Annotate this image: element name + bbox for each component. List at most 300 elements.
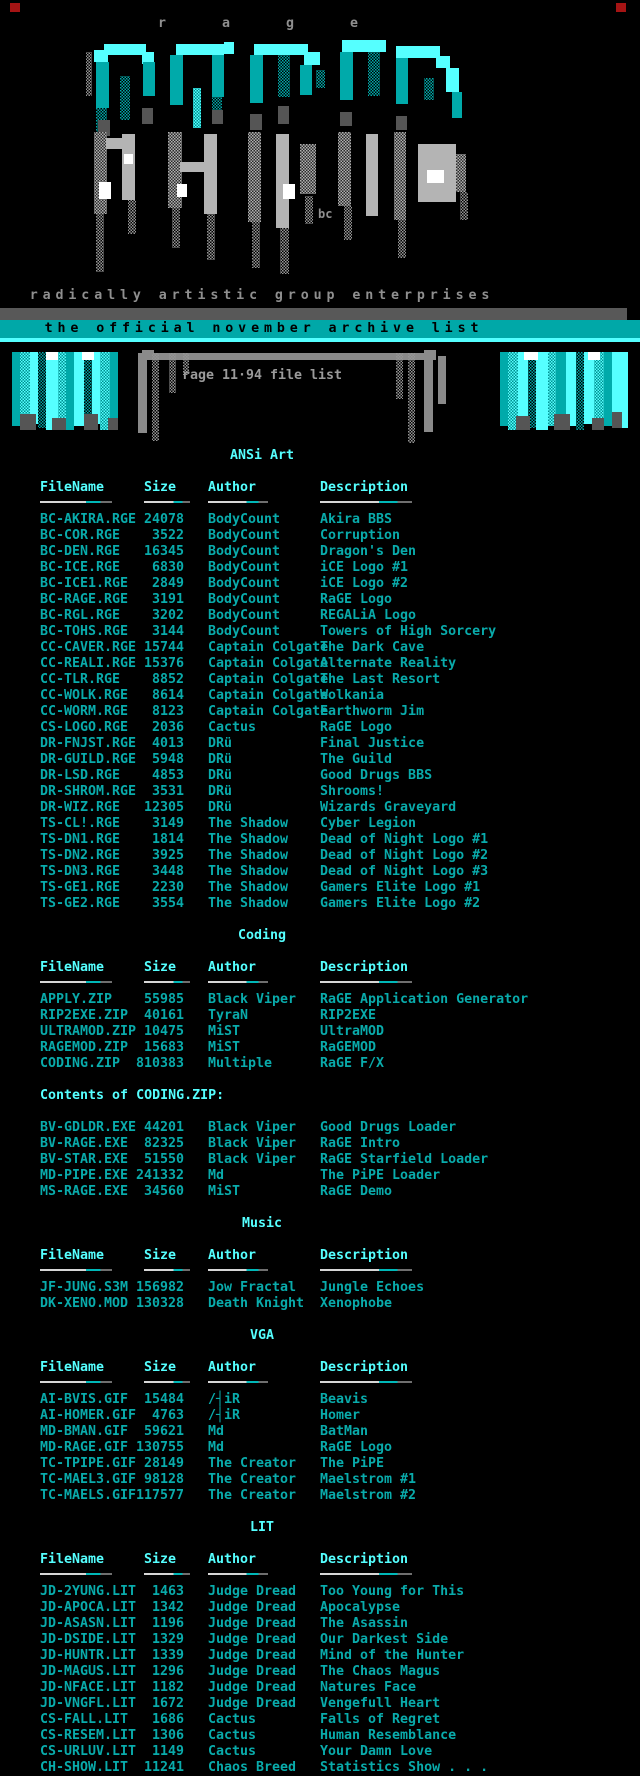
file-size-cell: 130328	[135, 1296, 184, 1311]
column-header-description: Description	[320, 1360, 409, 1375]
file-row	[0, 704, 640, 720]
file-name-cell: ULTRAMOD.ZIP	[40, 1024, 137, 1039]
divider-bar	[0, 308, 627, 320]
header-underline	[208, 501, 268, 503]
file-name-cell: TS-GE1.RGE	[40, 880, 121, 895]
file-description-cell: Final Justice	[320, 736, 425, 751]
file-author-cell: Captain Colgate	[208, 688, 329, 703]
file-description-cell: Towers of High Sorcery	[320, 624, 497, 639]
file-size-cell: 4853	[151, 768, 184, 783]
file-name-cell: BC-RGL.RGE	[40, 608, 121, 623]
file-row	[0, 1040, 640, 1056]
file-size-cell: 130755	[135, 1440, 184, 1455]
file-description-cell: Earthworm Jim	[320, 704, 425, 719]
file-description-cell: RaGE Logo	[320, 720, 393, 735]
file-author-cell: BodyCount	[208, 528, 281, 543]
file-size-cell: 15744	[143, 640, 184, 655]
file-size-cell: 3925	[151, 848, 184, 863]
file-description-cell: The Chaos Magus	[320, 1664, 441, 1679]
file-size-cell: 1296	[151, 1664, 184, 1679]
file-size-cell: 1672	[151, 1696, 184, 1711]
file-description-cell: Apocalypse	[320, 1600, 401, 1615]
file-name-cell: TS-DN3.RGE	[40, 864, 121, 879]
file-size-cell: 8123	[151, 704, 184, 719]
file-author-cell: Black Viper	[208, 1120, 297, 1135]
file-description-cell: Corruption	[320, 528, 401, 543]
header-underline	[208, 981, 268, 983]
file-description-cell: Maelstrom #1	[320, 1472, 417, 1487]
file-name-cell: CS-LOGO.RGE	[40, 720, 129, 735]
file-description-cell: The Asassin	[320, 1616, 409, 1631]
file-description-cell: iCE Logo #2	[320, 576, 409, 591]
column-header-size: Size	[144, 1552, 177, 1567]
file-author-cell: Cactus	[208, 1744, 257, 1759]
file-name-cell: TC-MAELS.GIF	[40, 1488, 137, 1503]
section-title: LIT	[249, 1520, 275, 1535]
file-row	[0, 880, 640, 896]
plaque-frame	[0, 350, 640, 450]
file-name-cell: AI-HOMER.GIF	[40, 1408, 137, 1423]
file-name-cell: RIP2EXE.ZIP	[40, 1008, 129, 1023]
file-description-cell: Shrooms!	[320, 784, 385, 799]
file-description-cell: Good Drugs Loader	[320, 1120, 457, 1135]
column-header-description: Description	[320, 480, 409, 495]
file-row	[0, 560, 640, 576]
tagline: radically artistic group enterprises	[29, 288, 495, 303]
file-name-cell: BV-STAR.EXE	[40, 1152, 129, 1167]
file-description-cell: Beavis	[320, 1392, 369, 1407]
file-size-cell: 98128	[143, 1472, 184, 1487]
file-name-cell: TC-TPIPE.GIF	[40, 1456, 137, 1471]
column-header-description: Description	[320, 960, 409, 975]
header-underline	[208, 1381, 268, 1383]
file-row	[0, 1760, 640, 1776]
file-row	[0, 608, 640, 624]
file-description-cell: Too Young for This	[320, 1584, 465, 1599]
file-description-cell: Our Darkest Side	[320, 1632, 449, 1647]
file-row	[0, 1696, 640, 1712]
file-rows	[0, 1280, 640, 1312]
file-name-cell: BC-AKIRA.RGE	[40, 512, 137, 527]
file-description-cell: Jungle Echoes	[320, 1280, 425, 1295]
file-name-cell: DR-FNJST.RGE	[40, 736, 137, 751]
file-size-cell: 1342	[151, 1600, 184, 1615]
file-author-cell: /┤iR	[208, 1392, 241, 1407]
file-author-cell: The Creator	[208, 1472, 297, 1487]
file-description-cell: Alternate Reality	[320, 656, 457, 671]
column-header-size: Size	[144, 1248, 177, 1263]
file-size-cell: 24078	[143, 512, 184, 527]
header-underline	[40, 1381, 112, 1383]
file-row	[0, 752, 640, 768]
file-author-cell: The Creator	[208, 1456, 297, 1471]
header-underline	[144, 981, 190, 983]
file-description-cell: RaGE F/X	[320, 1056, 385, 1071]
file-size-cell: 2230	[151, 880, 184, 895]
file-description-cell: Gamers Elite Logo #1	[320, 880, 481, 895]
file-row	[0, 1120, 640, 1136]
file-size-cell: 28149	[143, 1456, 184, 1471]
file-author-cell: The Shadow	[208, 848, 289, 863]
file-name-cell: MD-RAGE.GIF	[40, 1440, 129, 1455]
file-name-cell: BV-RAGE.EXE	[40, 1136, 129, 1151]
file-name-cell: BC-ICE1.RGE	[40, 576, 129, 591]
file-size-cell: 8852	[151, 672, 184, 687]
file-row	[0, 1456, 640, 1472]
file-description-cell: The Guild	[320, 752, 393, 767]
file-description-cell: Dead of Night Logo #3	[320, 864, 489, 879]
file-author-cell: The Shadow	[208, 864, 289, 879]
file-description-cell: RIP2EXE	[320, 1008, 377, 1023]
file-author-cell: Captain Colgate	[208, 672, 329, 687]
file-name-cell: BC-DEN.RGE	[40, 544, 121, 559]
file-name-cell: TS-GE2.RGE	[40, 896, 121, 911]
file-size-cell: 4763	[151, 1408, 184, 1423]
file-row	[0, 800, 640, 816]
file-rows	[0, 1392, 640, 1504]
file-name-cell: DR-WIZ.RGE	[40, 800, 121, 815]
column-header-filename: FileName	[40, 1552, 105, 1567]
table-header	[0, 1552, 640, 1568]
file-name-cell: JD-DSIDE.LIT	[40, 1632, 137, 1647]
file-row	[0, 640, 640, 656]
file-size-cell: 2036	[151, 720, 184, 735]
file-name-cell: DK-XENO.MOD	[40, 1296, 129, 1311]
file-row	[0, 592, 640, 608]
file-description-cell: Dragon's Den	[320, 544, 417, 559]
file-size-cell: 1814	[151, 832, 184, 847]
file-author-cell: Jow Fractal	[208, 1280, 297, 1295]
corner-mark-left	[10, 3, 20, 12]
file-row	[0, 1008, 640, 1024]
file-row	[0, 1632, 640, 1648]
file-row	[0, 1680, 640, 1696]
file-description-cell: REGALiA Logo	[320, 608, 417, 623]
file-name-cell: CS-URLUV.LIT	[40, 1744, 137, 1759]
file-description-cell: Human Resemblance	[320, 1728, 457, 1743]
file-author-cell: The Shadow	[208, 896, 289, 911]
file-description-cell: Homer	[320, 1408, 361, 1423]
file-author-cell: MiST	[208, 1040, 241, 1055]
file-author-cell: Judge Dread	[208, 1648, 297, 1663]
table-header	[0, 1360, 640, 1376]
file-name-cell: BV-GDLDR.EXE	[40, 1120, 137, 1135]
file-description-cell: BatMan	[320, 1424, 369, 1439]
file-description-cell: UltraMOD	[320, 1024, 385, 1039]
file-description-cell: Mind of the Hunter	[320, 1648, 465, 1663]
file-row	[0, 512, 640, 528]
file-description-cell: Falls of Regret	[320, 1712, 441, 1727]
file-description-cell: RaGE Intro	[320, 1136, 401, 1151]
file-row	[0, 768, 640, 784]
file-row	[0, 1136, 640, 1152]
file-row	[0, 1168, 640, 1184]
file-name-cell: JD-2YUNG.LIT	[40, 1584, 137, 1599]
file-row	[0, 1440, 640, 1456]
file-author-cell: MiST	[208, 1024, 241, 1039]
file-author-cell: Cactus	[208, 1728, 257, 1743]
file-size-cell: 44201	[143, 1120, 184, 1135]
file-name-cell: MD-PIPE.EXE	[40, 1168, 129, 1183]
file-author-cell: DRü	[208, 768, 233, 783]
file-row	[0, 736, 640, 752]
file-description-cell: RaGE Starfield Loader	[320, 1152, 489, 1167]
column-header-filename: FileName	[40, 480, 105, 495]
column-header-size: Size	[144, 960, 177, 975]
section-title: Music	[241, 1216, 283, 1231]
file-description-cell: The Last Resort	[320, 672, 441, 687]
file-author-cell: Cactus	[208, 720, 257, 735]
file-author-cell: Judge Dread	[208, 1696, 297, 1711]
file-author-cell: DRü	[208, 752, 233, 767]
file-description-cell: Gamers Elite Logo #2	[320, 896, 481, 911]
file-author-cell: Black Viper	[208, 992, 297, 1007]
column-header-author: Author	[208, 1248, 257, 1263]
file-row	[0, 1488, 640, 1504]
file-description-cell: Xenophobe	[320, 1296, 393, 1311]
file-author-cell: BodyCount	[208, 608, 281, 623]
file-name-cell: JD-ASASN.LIT	[40, 1616, 137, 1631]
file-name-cell: CC-TLR.RGE	[40, 672, 121, 687]
header-underline	[320, 501, 412, 503]
file-size-cell: 810383	[135, 1056, 184, 1071]
file-author-cell: DRü	[208, 736, 233, 751]
file-description-cell: Vengefull Heart	[320, 1696, 441, 1711]
file-description-cell: RaGE Logo	[320, 1440, 393, 1455]
file-row	[0, 992, 640, 1008]
file-name-cell: CC-WORM.RGE	[40, 704, 129, 719]
file-author-cell: Judge Dread	[208, 1584, 297, 1599]
file-size-cell: 1329	[151, 1632, 184, 1647]
file-rows	[0, 1120, 640, 1200]
file-row	[0, 672, 640, 688]
file-description-cell: Wizards Graveyard	[320, 800, 457, 815]
file-size-cell: 6830	[151, 560, 184, 575]
file-author-cell: The Shadow	[208, 880, 289, 895]
column-header-author: Author	[208, 1360, 257, 1375]
file-size-cell: 59621	[143, 1424, 184, 1439]
file-row	[0, 1280, 640, 1296]
section-title: Coding	[237, 928, 287, 943]
file-size-cell: 8614	[151, 688, 184, 703]
coding-zip-contents-note: Contents of CODING.ZIP:	[40, 1088, 225, 1103]
file-name-cell: TS-DN1.RGE	[40, 832, 121, 847]
column-header-description: Description	[320, 1552, 409, 1567]
file-description-cell: The PiPE	[320, 1456, 385, 1471]
file-author-cell: Captain Colgate	[208, 704, 329, 719]
header-underline	[144, 501, 190, 503]
file-size-cell: 11241	[143, 1760, 184, 1775]
file-author-cell: TyraN	[208, 1008, 249, 1023]
column-header-filename: FileName	[40, 1360, 105, 1375]
file-name-cell: JD-MAGUS.LIT	[40, 1664, 137, 1679]
header-underline	[144, 1381, 190, 1383]
file-name-cell: BC-RAGE.RGE	[40, 592, 129, 607]
header-underline	[40, 1573, 112, 1575]
section-title: ANSi Art	[229, 448, 295, 463]
file-size-cell: 40161	[143, 1008, 184, 1023]
column-header-size: Size	[144, 1360, 177, 1375]
file-author-cell: BodyCount	[208, 576, 281, 591]
file-size-cell: 4013	[151, 736, 184, 751]
file-size-cell: 3554	[151, 896, 184, 911]
file-size-cell: 117577	[135, 1488, 184, 1503]
file-name-cell: CC-CAVER.RGE	[40, 640, 137, 655]
file-author-cell: The Shadow	[208, 832, 289, 847]
file-author-cell: Judge Dread	[208, 1632, 297, 1647]
file-name-cell: APPLY.ZIP	[40, 992, 113, 1007]
file-description-cell: The Dark Cave	[320, 640, 425, 655]
file-row	[0, 864, 640, 880]
file-name-cell: BC-ICE.RGE	[40, 560, 121, 575]
archive-list-banner	[0, 320, 640, 338]
file-size-cell: 3448	[151, 864, 184, 879]
file-size-cell: 3522	[151, 528, 184, 543]
file-author-cell: BodyCount	[208, 544, 281, 559]
file-description-cell: Dead of Night Logo #2	[320, 848, 489, 863]
file-name-cell: JD-VNGFL.LIT	[40, 1696, 137, 1711]
rage-logo-art	[0, 36, 640, 286]
file-row	[0, 1584, 640, 1600]
file-name-cell: CODING.ZIP	[40, 1056, 121, 1071]
file-size-cell: 3149	[151, 816, 184, 831]
column-header-author: Author	[208, 1552, 257, 1567]
file-description-cell: Your Damn Love	[320, 1744, 433, 1759]
file-description-cell: The PiPE Loader	[320, 1168, 441, 1183]
highlight-line	[0, 338, 640, 342]
file-row	[0, 656, 640, 672]
file-size-cell: 3191	[151, 592, 184, 607]
file-name-cell: TS-DN2.RGE	[40, 848, 121, 863]
file-row	[0, 1648, 640, 1664]
file-row	[0, 816, 640, 832]
file-author-cell: BodyCount	[208, 512, 281, 527]
file-name-cell: CH-SHOW.LIT	[40, 1760, 129, 1775]
table-header	[0, 480, 640, 496]
file-author-cell: The Creator	[208, 1488, 297, 1503]
file-author-cell: Md	[208, 1424, 225, 1439]
header-underline	[320, 1269, 412, 1271]
file-size-cell: 1149	[151, 1744, 184, 1759]
file-name-cell: RAGEMOD.ZIP	[40, 1040, 129, 1055]
file-row	[0, 1712, 640, 1728]
file-size-cell: 34560	[143, 1184, 184, 1199]
file-size-cell: 3202	[151, 608, 184, 623]
file-row	[0, 1392, 640, 1408]
file-size-cell: 241332	[135, 1168, 184, 1183]
file-row	[0, 832, 640, 848]
file-row	[0, 1744, 640, 1760]
file-author-cell: Md	[208, 1440, 225, 1455]
header-underline	[40, 981, 112, 983]
header-underline	[208, 1269, 268, 1271]
column-header-filename: FileName	[40, 1248, 105, 1263]
file-size-cell: 10475	[143, 1024, 184, 1039]
column-header-size: Size	[144, 480, 177, 495]
file-size-cell: 3531	[151, 784, 184, 799]
file-description-cell: Natures Face	[320, 1680, 417, 1695]
file-description-cell: Good Drugs BBS	[320, 768, 433, 783]
file-author-cell: /┤iR	[208, 1408, 241, 1423]
file-name-cell: AI-BVIS.GIF	[40, 1392, 129, 1407]
file-author-cell: DRü	[208, 800, 233, 815]
column-header-author: Author	[208, 480, 257, 495]
file-name-cell: JD-APOCA.LIT	[40, 1600, 137, 1615]
file-size-cell: 1463	[151, 1584, 184, 1599]
file-size-cell: 1339	[151, 1648, 184, 1663]
file-description-cell: RaGE Demo	[320, 1184, 393, 1199]
file-description-cell: Statistics Show . . .	[320, 1760, 489, 1775]
header-underline	[208, 1573, 268, 1575]
file-size-cell: 156982	[135, 1280, 184, 1295]
file-row	[0, 1600, 640, 1616]
file-name-cell: BC-COR.RGE	[40, 528, 121, 543]
file-row	[0, 1424, 640, 1440]
file-name-cell: TS-CL!.RGE	[40, 816, 121, 831]
file-author-cell: Black Viper	[208, 1152, 297, 1167]
file-rows	[0, 1584, 640, 1776]
file-author-cell: Judge Dread	[208, 1680, 297, 1695]
file-rows	[0, 512, 640, 912]
header-underline	[40, 501, 112, 503]
file-name-cell: MS-RAGE.EXE	[40, 1184, 129, 1199]
file-author-cell: Judge Dread	[208, 1664, 297, 1679]
table-header	[0, 1248, 640, 1264]
file-row	[0, 576, 640, 592]
file-author-cell: Cactus	[208, 1712, 257, 1727]
file-row	[0, 688, 640, 704]
file-size-cell: 15683	[143, 1040, 184, 1055]
corner-mark-right	[616, 3, 626, 12]
file-size-cell: 51550	[143, 1152, 184, 1167]
header-underline	[320, 981, 412, 983]
file-size-cell: 15484	[143, 1392, 184, 1407]
file-name-cell: TC-MAEL3.GIF	[40, 1472, 137, 1487]
file-name-cell: CC-REALI.RGE	[40, 656, 137, 671]
file-author-cell: Multiple	[208, 1056, 273, 1071]
header-underline	[320, 1381, 412, 1383]
file-name-cell: CS-RESEM.LIT	[40, 1728, 137, 1743]
file-author-cell: Black Viper	[208, 1136, 297, 1151]
file-row	[0, 624, 640, 640]
file-author-cell: Captain Colgate	[208, 640, 329, 655]
file-description-cell: Dead of Night Logo #1	[320, 832, 489, 847]
file-description-cell: RaGEMOD	[320, 1040, 377, 1055]
section-title: VGA	[249, 1328, 275, 1343]
file-name-cell: CS-FALL.LIT	[40, 1712, 129, 1727]
file-row	[0, 1024, 640, 1040]
header-underline	[40, 1269, 112, 1271]
file-row	[0, 1408, 640, 1424]
header-underline	[320, 1573, 412, 1575]
file-description-cell: Akira BBS	[320, 512, 393, 527]
file-size-cell: 55985	[143, 992, 184, 1007]
file-author-cell: BodyCount	[208, 592, 281, 607]
file-size-cell: 12305	[143, 800, 184, 815]
file-name-cell: JD-HUNTR.LIT	[40, 1648, 137, 1663]
file-size-cell: 82325	[143, 1136, 184, 1151]
file-author-cell: BodyCount	[208, 560, 281, 575]
file-name-cell: MD-BMAN.GIF	[40, 1424, 129, 1439]
header-underline	[144, 1269, 190, 1271]
file-size-cell: 1306	[151, 1728, 184, 1743]
file-size-cell: 1182	[151, 1680, 184, 1695]
file-author-cell: Judge Dread	[208, 1600, 297, 1615]
file-list-plaque: rage 11·94 file list	[181, 368, 343, 383]
file-row	[0, 1728, 640, 1744]
file-author-cell: DRü	[208, 784, 233, 799]
file-row	[0, 1664, 640, 1680]
